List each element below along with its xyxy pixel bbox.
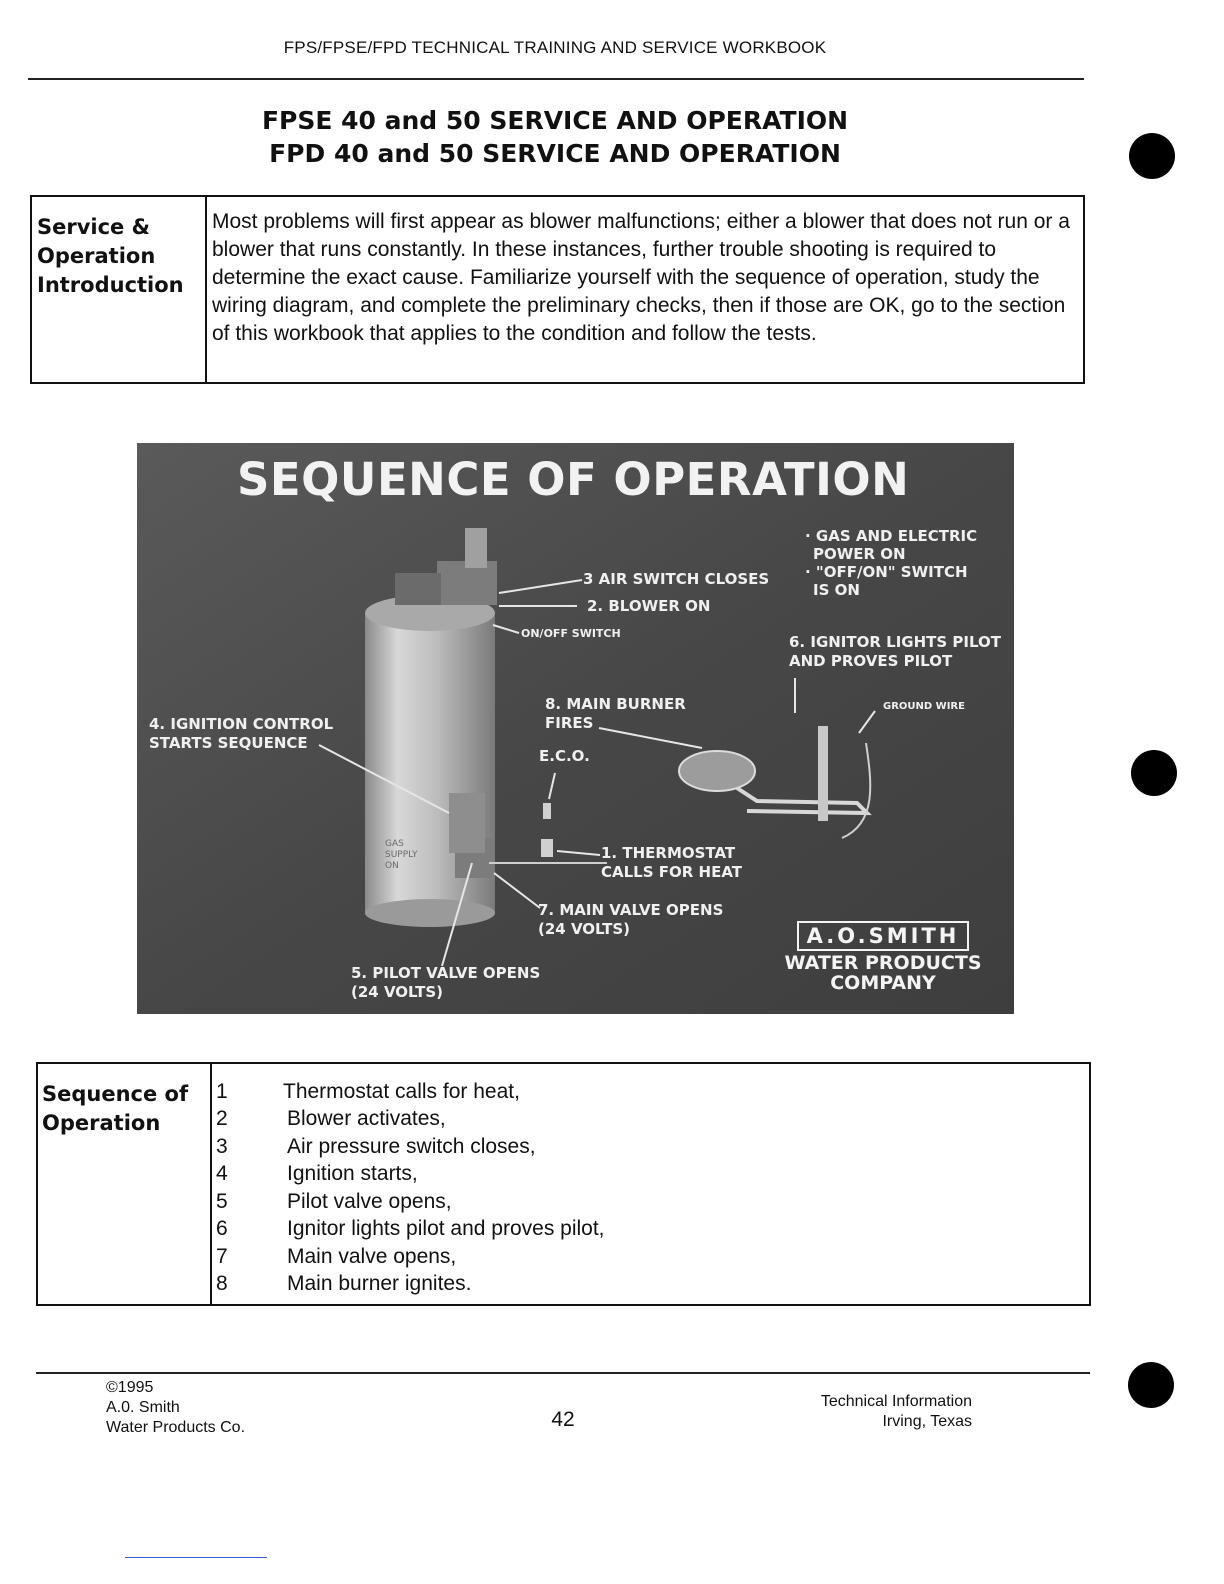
sequence-step-number: 2 [216, 1107, 228, 1130]
intro-label-line: Operation [37, 244, 156, 268]
callout-ignitor [789, 633, 1001, 671]
callout-gas-power: · GAS AND ELECTRIC [805, 527, 978, 545]
binder-hole-top [1129, 133, 1175, 179]
page-number: 42 [551, 1408, 575, 1431]
sequence-step-number: 8 [216, 1272, 228, 1295]
footer-company: A.0. Smith [106, 1399, 180, 1416]
workbook-header: FPS/FPSE/FPD TECHNICAL TRAINING AND SERVICE WORKBOOK [283, 38, 827, 57]
callout-thermostat-line: CALLS FOR HEAT [601, 863, 743, 881]
callout-main-burner [545, 695, 686, 733]
sequence-diagram-photo [137, 443, 1014, 1014]
callout-preconditions [805, 527, 977, 599]
callout-main-burner-line: FIRES [545, 714, 594, 732]
footer-copyright: ©1995 [106, 1379, 154, 1396]
sequence-step-text: Main valve opens, [287, 1245, 457, 1268]
sequence-label [42, 1080, 208, 1138]
sequence-step-text: Pilot valve opens, [287, 1190, 452, 1213]
callout-thermostat-line: 1. THERMOSTAT [601, 844, 736, 862]
intro-label-line: Introduction [37, 273, 184, 297]
callout-ground-wire: GROUND WIRE [883, 701, 965, 712]
ao-smith-logo-line2: COMPANY [830, 972, 936, 994]
sequence-step-text: Blower activates, [287, 1107, 446, 1130]
sequence-step-number: 7 [216, 1245, 228, 1268]
footer-copyright-block [106, 1378, 245, 1438]
callout-onoff-switch: ON/OFF SWITCH [521, 627, 621, 640]
sequence-step-number: 5 [216, 1190, 228, 1213]
gas-supply-line: ON [385, 861, 399, 871]
footer-rule [36, 1372, 1090, 1374]
callout-eco: E.C.O. [539, 747, 590, 765]
callout-main-valve-line: (24 VOLTS) [538, 920, 631, 938]
callout-ignition-line: 4. IGNITION CONTROL [149, 715, 334, 733]
sequence-divider [210, 1063, 212, 1305]
sequence-label-line: Operation [42, 1111, 161, 1135]
sequence-step-number: 1 [216, 1080, 228, 1103]
callout-ignition-line: STARTS SEQUENCE [149, 734, 308, 752]
page-title-fpd: FPD 40 and 50 SERVICE AND OPERATION [269, 139, 841, 168]
sequence-step-text: Ignitor lights pilot and proves pilot, [287, 1217, 605, 1240]
footer-dept-block [760, 1392, 972, 1432]
footer-location: Irving, Texas [882, 1413, 972, 1430]
callout-switch-on: · "OFF/ON" SWITCH [805, 563, 968, 581]
ao-smith-logo-name: A.O.SMITH [797, 921, 970, 951]
sequence-step-number: 4 [216, 1162, 228, 1185]
sequence-label-line: Sequence of [42, 1082, 189, 1106]
sequence-step-number: 6 [216, 1217, 228, 1240]
sequence-list [216, 1078, 1076, 1298]
callout-ignition-control [149, 715, 333, 753]
callout-main-valve-line: 7. MAIN VALVE OPENS [538, 901, 724, 919]
ao-smith-logo [763, 921, 1003, 993]
callout-ignitor-line: AND PROVES PILOT [789, 652, 953, 670]
sequence-step-text: Thermostat calls for heat, [283, 1080, 520, 1103]
gas-supply-label [385, 839, 417, 872]
callout-blower-on: 2. BLOWER ON [587, 597, 711, 615]
sequence-step-text: Air pressure switch closes, [287, 1135, 536, 1158]
callout-thermostat [601, 844, 742, 882]
sequence-step-text: Ignition starts, [287, 1162, 418, 1185]
binder-hole-middle [1131, 750, 1177, 796]
diagram-title: SEQUENCE OF OPERATION [237, 453, 910, 506]
callout-pilot-valve [351, 964, 540, 1002]
ao-smith-logo-line1: WATER PRODUCTS [784, 952, 982, 974]
gas-supply-line: SUPPLY [385, 850, 418, 860]
intro-label-line: Service & [37, 215, 150, 239]
intro-divider [205, 196, 207, 383]
intro-label [37, 213, 202, 300]
sequence-step-text: Main burner ignites. [287, 1272, 472, 1295]
intro-text: Most problems will first appear as blower malfunctions; either a blower that does not run or a blower that runs constantly. In these instances, further trouble shooting is required to determine the exact cause. Familiarize yourself with the sequence of operation, study the wiring diagram, and complete the preliminary checks, then if those are OK, go to the section of this workbook that applies to the condition and follow the tests. [212, 210, 1070, 345]
callout-pilot-valve-line: (24 VOLTS) [351, 983, 444, 1001]
header-rule [28, 78, 1084, 80]
callout-main-valve [538, 901, 723, 939]
binder-hole-bottom [1128, 1362, 1174, 1408]
callout-air-switch: 3 AIR SWITCH CLOSES [583, 570, 770, 588]
callout-switch-on-2: IS ON [813, 581, 860, 599]
callout-gas-power-2: POWER ON [813, 545, 906, 563]
callout-ignitor-line: 6. IGNITOR LIGHTS PILOT [789, 633, 1001, 651]
scan-artifact-line [125, 1557, 267, 1558]
gas-supply-line: GAS [385, 839, 404, 849]
footer-company-2: Water Products Co. [106, 1419, 246, 1436]
callout-pilot-valve-line: 5. PILOT VALVE OPENS [351, 964, 541, 982]
sequence-step-number: 3 [216, 1135, 228, 1158]
footer-dept: Technical Information [820, 1393, 972, 1410]
page-title-fpse: FPSE 40 and 50 SERVICE AND OPERATION [261, 106, 849, 135]
callout-main-burner-line: 8. MAIN BURNER [545, 695, 686, 713]
